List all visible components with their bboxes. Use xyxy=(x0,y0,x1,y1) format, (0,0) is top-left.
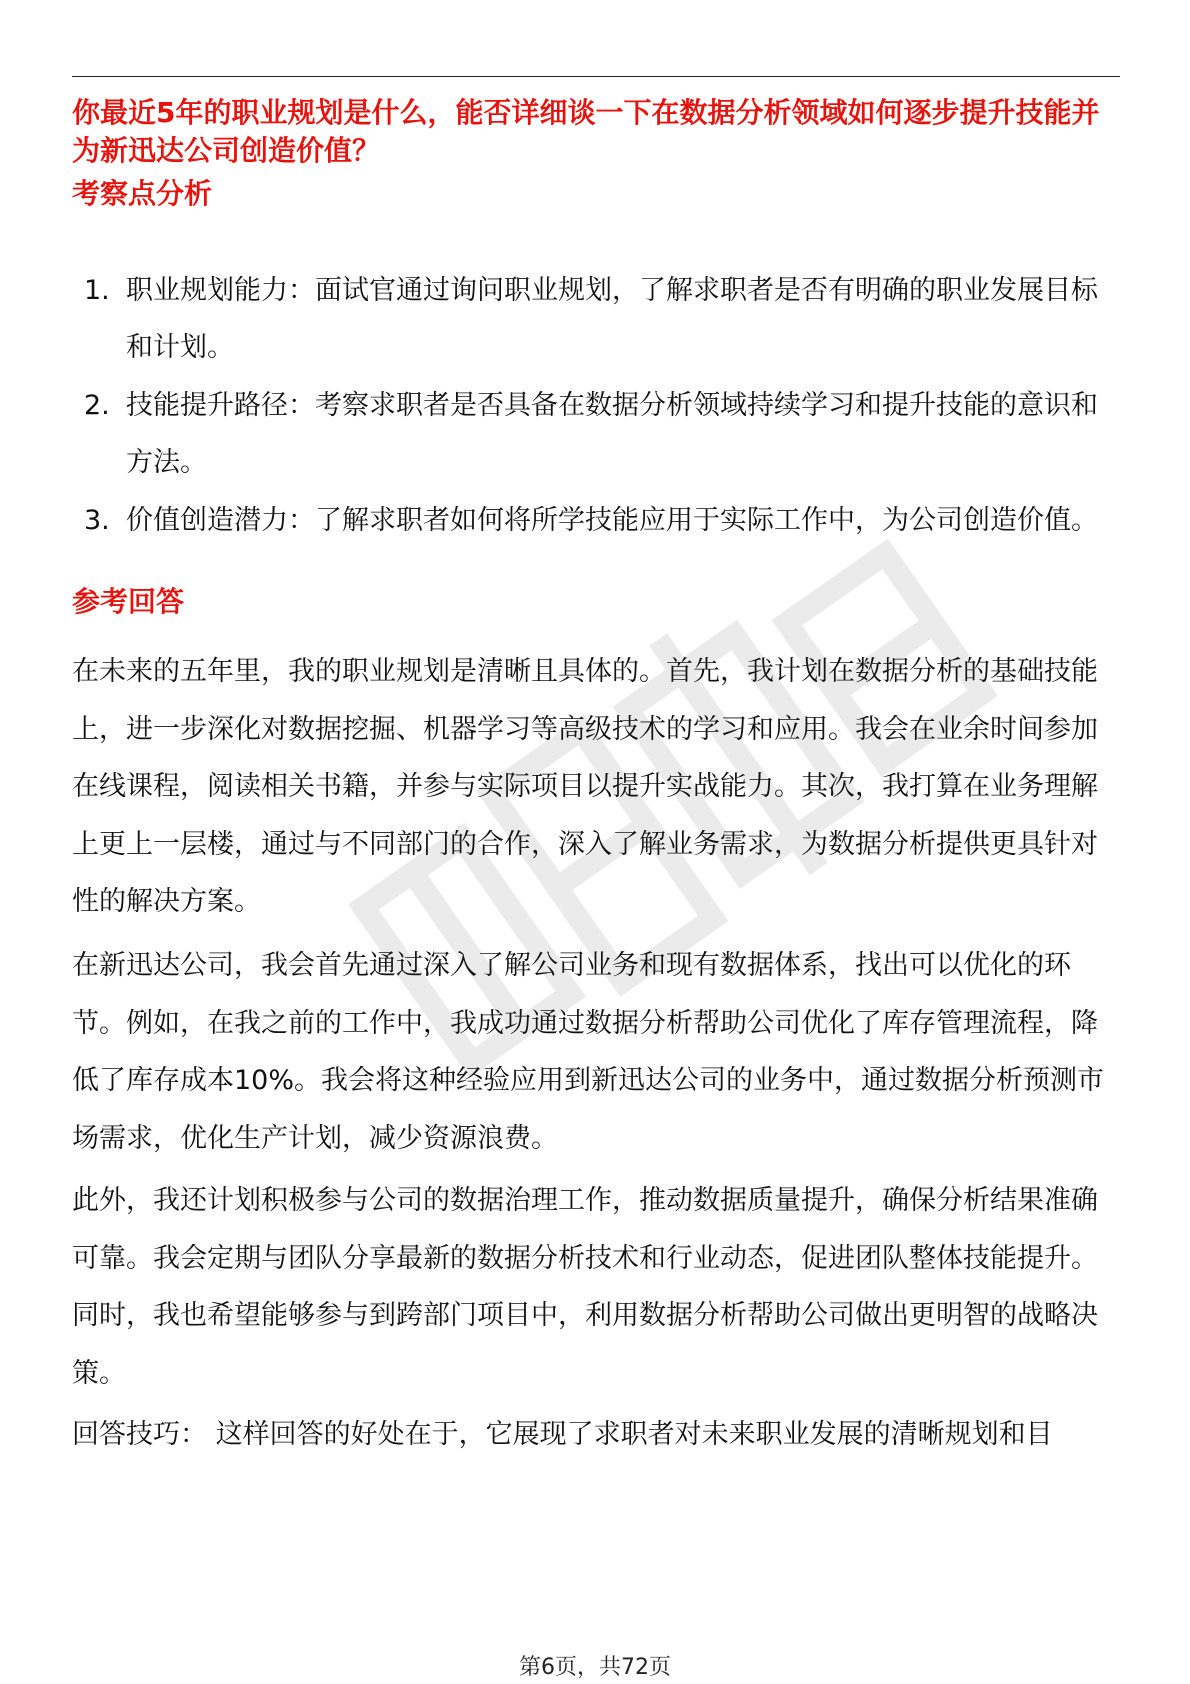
analysis-list xyxy=(72,262,1122,550)
list-item-number: 2. xyxy=(84,390,110,421)
top-divider xyxy=(72,76,1120,77)
list-item xyxy=(72,492,1122,549)
answer-paragraph: 此外，我还计划积极参与公司的数据治理工作，推动数据质量提升，确保分析结果准确可靠。我会定期与团队分享最新的数据分析技术和行业动态，促进团队整体技能提升。同时，我也希望能够参与到跨部门项目中，利用数据分析帮助公司做出更明智的战略决策。 xyxy=(72,1185,1098,1389)
list-item-number: 3. xyxy=(84,505,110,536)
answer-paragraph: 在新迅达公司，我会首先通过深入了解公司业务和现有数据体系，找出可以优化的环节。例如，在我之前的工作中，我成功通过数据分析帮助公司优化了库存管理流程，降低了库存成本10%。我会将这种经验应用到新迅达公司的业务中，通过数据分析预测市场需求，优化生产计划，减少资源浪费。 xyxy=(72,950,1105,1154)
list-item-text: 价值创造潜力：了解求职者如何将所学技能应用于实际工作中，为公司创造价值。 xyxy=(126,505,1098,536)
page-number-footer: 第6页，共72页 xyxy=(519,1655,671,1680)
list-item-number: 1. xyxy=(84,275,110,306)
list-item xyxy=(72,377,1122,491)
answer-heading: 参考回答 xyxy=(72,585,185,618)
analysis-heading: 考察点分析 xyxy=(72,177,213,210)
list-item xyxy=(72,262,1122,376)
answer-paragraph: 在未来的五年里，我的职业规划是清晰且具体的。首先，我计划在数据分析的基础技能上，进一步深化对数据挖掘、机器学习等高级技术的学习和应用。我会在业余时间参加在线课程，阅读相关书籍，并参与实际项目以提升实战能力。其次，我打算在业务理解上更上一层楼，通过与不同部门的合作，深入了解业务需求，为数据分析提供更具针对性的解决方案。 xyxy=(72,656,1098,917)
list-item-text: 职业规划能力：面试官通过询问职业规划，了解求职者是否有明确的职业发展目标和计划。 xyxy=(126,275,1098,363)
question-title: 你最近5年的职业规划是什么，能否详细谈一下在数据分析领域如何逐步提升技能并为新迅达公司创造价值？ xyxy=(72,96,1100,167)
list-item-text: 技能提升路径：考察求职者是否具备在数据分析领域持续学习和提升技能的意识和方法。 xyxy=(126,390,1098,478)
answer-tips-paragraph: 回答技巧： 这样回答的好处在于，它展现了求职者对未来职业发展的清晰规划和目 xyxy=(72,1419,1053,1450)
